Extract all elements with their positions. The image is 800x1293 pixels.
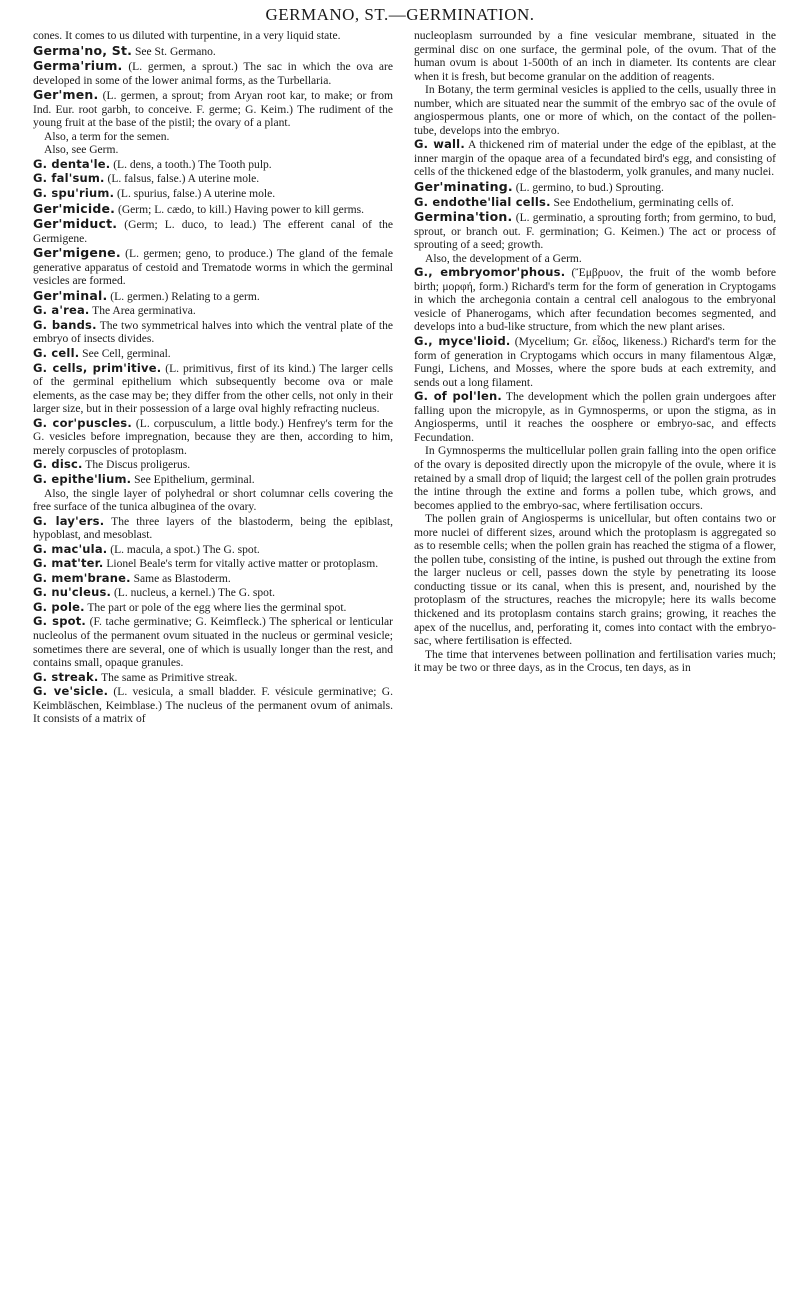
entry-text: Also, the development of a Germ.	[425, 252, 582, 265]
entry-text: The pollen grain of Angiosperms is unicellular, but often contains two or more nuclei of different sizes, around which the protoplasm is aggregated so as to resemble cells; when the pollen grain has reached the stigma of a flower, the pollen tube, consisting of the intine, is pushed out through the extine from the larger nucleus or cell, passes down the style by penetrating its loose conducting tissue or its canal, when this is present, and, nourished by the protoplasm of the structures, reaches the micropyle; here its walls become thickened and its protoplasm contains starch grains; growing, it reaches the apex of the nucellus, and, perforating it, comes into contact with the embryo-sac, where fertilisation is effected.	[414, 513, 776, 648]
entry-text: See St. Germano.	[132, 45, 216, 58]
dictionary-entry	[33, 30, 393, 44]
dictionary-entry	[414, 513, 776, 648]
entry-headword: Ger'miduct.	[33, 216, 118, 232]
dictionary-entry	[414, 180, 776, 196]
entry-text: The two symmetrical halves into which the ventral plate of the embryo of insects divides.	[33, 319, 393, 346]
entry-text: The development which the pollen grain undergoes after falling upon the micropyle, as in Gymnosperms, or upon the stigma, as in Angiosperms, until it reaches the oosphere or embryo-sac, and effects Fecundation.	[414, 391, 776, 444]
entry-headword: Germa'no, St.	[33, 42, 133, 58]
entry-headword: G. endothe'lial cells.	[414, 194, 551, 209]
entry-text: Same as Blastoderm.	[130, 572, 231, 585]
entry-text: (L. spurius, false.) A uterine mole.	[114, 188, 276, 201]
entry-headword: G. lay'ers.	[33, 513, 105, 528]
entry-text: (Ἔμβρυον, the fruit of the womb before birth; μορφή, form.) Richard's term for the form of generation in Cryptogams in which the archegonia contain a central cell analogous to the embryonal vesicle of Phanerogams, which after fecundation becomes segmented, and develops into a bud-like structure, from which the new plant arises.	[414, 267, 776, 334]
entry-text: (L. germinatio, a sprouting forth; from germino, to bud, sprout, or branch out. F. germination; G. Keimen.) The act or process of sprouting of a seed; growth.	[414, 212, 776, 252]
dictionary-entry	[33, 144, 393, 158]
dictionary-entry	[33, 304, 393, 319]
entry-headword: G. spot.	[33, 614, 87, 629]
dictionary-entry	[414, 649, 776, 676]
dictionary-entry	[33, 458, 393, 473]
entry-headword: G. disc.	[33, 457, 83, 472]
entry-headword: G. a'rea.	[33, 303, 90, 318]
entry-text: The three layers of the blastoderm, being the epiblast, hypoblast, and mesoblast.	[33, 515, 394, 542]
entry-text: See Cell, germinal.	[79, 348, 171, 361]
dictionary-entry	[33, 59, 393, 88]
dictionary-entry	[33, 362, 393, 417]
entry-headword: Ger'minal.	[33, 287, 108, 303]
dictionary-entry	[33, 615, 393, 670]
dictionary-entry	[414, 390, 776, 445]
dictionary-entry	[33, 685, 393, 727]
entry-text: The time that intervenes between pollination and fertilisation varies much; it may be two or three days, as in the Crocus, ten days, as in	[414, 648, 776, 675]
dictionary-entry	[414, 210, 776, 253]
dictionary-entry	[414, 84, 776, 138]
entry-text: (L. germen, a sprout.) The sac in which the ova are developed in some of the lower animal forms, as the Turbellaria.	[33, 61, 393, 87]
entry-text: Also, a term for the semen.	[44, 130, 170, 143]
dictionary-entry	[33, 131, 393, 145]
dictionary-entry	[33, 289, 393, 305]
right-column	[414, 30, 776, 676]
entry-text: (L. germen; geno, to produce.) The gland of the female generative apparatus of cestoid and Trematode worms in which the germinal vesicles are formed.	[33, 248, 393, 288]
entry-headword: G. spu'rium.	[33, 186, 115, 201]
dictionary-entry	[33, 601, 393, 616]
entry-text: See Endothelium, germinating cells of.	[550, 196, 734, 209]
dictionary-entry	[33, 217, 393, 246]
entry-headword: G. cor'puscles.	[33, 415, 132, 430]
dictionary-entry	[414, 266, 776, 335]
entry-text: (L. macula, a spot.) The G. spot.	[107, 543, 260, 556]
entry-text: In Botany, the term germinal vesicles is applied to the cells, usually three in number, which are situated near the summit of the embryo sac of the ovule of angiospermous plants, one or more of which, on the contact of the pollen-tube, develops into the embryo.	[414, 84, 776, 137]
entry-headword: Germa'rium.	[33, 58, 123, 74]
dictionary-entry	[33, 417, 393, 459]
entry-text: A thickened rim of material under the edge of the epiblast, at the inner margin of the opaque area of a fecundated bird's egg, and consisting of cells of the thickened edge of the blastoderm, yolk granules, and many nuclei.	[414, 139, 776, 179]
entry-headword: G. bands.	[33, 317, 97, 332]
dictionary-entry	[414, 445, 776, 513]
dictionary-entry	[414, 335, 776, 390]
entry-text: (F. tache germinative; G. Keimfleck.) The spherical or lenticular nucleolus of the permanent ovum situated in the nucleus or germinal vesicle; sometimes there are several, one of which is usually longer than the rest, and contains small, opaque granules.	[33, 616, 393, 670]
dictionary-entry	[414, 30, 776, 84]
dictionary-entry	[33, 187, 393, 202]
entry-headword: G. mem'brane.	[33, 570, 131, 585]
entry-headword: Ger'men.	[33, 87, 99, 103]
entry-text: Also, the single layer of polyhedral or short columnar cells covering the free surface of the tunica albuginea of the ovary.	[33, 487, 393, 514]
entry-text: See Epithelium, germinal.	[131, 473, 255, 486]
entry-text: nucleoplasm surrounded by a fine vesicular membrane, situated in the germinal disc on one surface, the germinal pole, of the ovum. That of the human ovum is about 1-500th of an inch in diameter. Its contents are clear when it is fresh, but become granular on the addition of reagents.	[414, 30, 776, 83]
entry-text: (L. vesicula, a small bladder. F. vésicule germinative; G. Keimbläschen, Keimblase.) The nucleus of the permanent ovum of animals. It consists of a matrix of	[33, 686, 393, 726]
entry-headword: Ger'micide.	[33, 200, 116, 216]
entry-headword: G., myce'lioid.	[414, 334, 511, 349]
entry-text: (L. corpusculum, a little body.) Henfrey's term for the G. vesicles before impregnation, because they are then, according to him, merely corpuscles of protoplasm.	[33, 417, 393, 457]
dictionary-entry	[33, 671, 393, 686]
dictionary-entry	[33, 586, 393, 601]
dictionary-entry	[33, 543, 393, 558]
entry-text: (L. dens, a tooth.) The Tooth pulp.	[110, 158, 272, 171]
dictionary-entry	[414, 138, 776, 180]
entry-text: (L. germen.) Relating to a germ.	[107, 290, 260, 303]
entry-headword: G. epithe'lium.	[33, 471, 132, 486]
entry-text: Also, see Germ.	[44, 144, 119, 157]
running-head: GERMANO, ST.—GERMINATION.	[265, 5, 535, 24]
dictionary-entry	[33, 246, 393, 289]
dictionary-entry	[33, 572, 393, 587]
entry-headword: Ger'minating.	[414, 179, 513, 195]
entry-headword: G. wall.	[414, 137, 465, 152]
dictionary-entry	[33, 473, 393, 488]
entry-headword: Germina'tion.	[414, 209, 513, 225]
dictionary-entry	[414, 253, 776, 267]
dictionary-entry	[33, 319, 393, 347]
dictionary-entry	[33, 158, 393, 173]
dictionary-entry	[33, 515, 393, 543]
entry-text: Lionel Beale's term for vitally active matter or protoplasm.	[103, 558, 379, 571]
entry-headword: Ger'migene.	[33, 245, 121, 261]
entry-text: (Mycelium; Gr. εἶδος, likeness.) Richard's term for the form of generation in Cryptogams which occurs in many filamentous Algæ, Fungi, Lichens, and Mosses, where the spore buds at each extremity, and sends out a long filament.	[414, 336, 777, 389]
entry-headword: G. cells, prim'itive.	[33, 360, 162, 375]
dictionary-entry	[33, 488, 393, 515]
entry-headword: G. cell.	[33, 346, 80, 361]
entry-text: (L. germen, a sprout; from Aryan root kar, to make; or from Ind. Eur. root garbh, to conceive. F. germe; G. Keim.) The rudiment of the young fruit at the base of the pistil; the ovary of a plant.	[33, 90, 393, 130]
entry-headword: G. nu'cleus.	[33, 585, 112, 600]
dictionary-entry	[414, 196, 776, 211]
entry-headword: G. mac'ula.	[33, 541, 108, 556]
entry-headword: G. ve'sicle.	[33, 684, 109, 699]
entry-text: (Germ; L. cædo, to kill.) Having power to kill germs.	[115, 203, 364, 216]
dictionary-entry	[33, 172, 393, 187]
entry-text: (L. falsus, false.) A uterine mole.	[104, 173, 260, 186]
entry-text: The Discus proligerus.	[82, 459, 191, 472]
entry-text: The Area germinativa.	[89, 305, 196, 318]
entry-text: (Germ; L. duco, to lead.) The efferent canal of the Germigene.	[33, 219, 393, 245]
dictionary-entry	[33, 88, 393, 131]
entry-headword: G. streak.	[33, 669, 99, 684]
entry-text: (L. primitivus, first of its kind.) The larger cells of the germinal epithelium which subsequently become ova or male elements, as the case may be; they differ from the other cells, not only in their larger size, but in their possession of a large oval highly refracting nucleus.	[33, 362, 393, 416]
entry-headword: G. fal'sum.	[33, 171, 105, 186]
entry-text: (L. germino, to bud.) Sprouting.	[512, 182, 664, 195]
entry-headword: G., embryomor'phous.	[414, 265, 566, 280]
entry-headword: G. mat'ter.	[33, 556, 104, 571]
dictionary-entry	[33, 557, 393, 572]
dictionary-entry	[33, 44, 393, 60]
entry-text: cones. It comes to us diluted with turpentine, in a very liquid state.	[33, 30, 341, 42]
entry-headword: G. pole.	[33, 599, 85, 614]
left-column	[33, 30, 393, 727]
entry-text: The same as Primitive streak.	[98, 671, 238, 684]
entry-headword: G. denta'le.	[33, 156, 111, 171]
dictionary-entry	[33, 347, 393, 362]
entry-headword: G. of pol'len.	[414, 389, 502, 404]
entry-text: The part or pole of the egg where lies the germinal spot.	[84, 601, 347, 614]
dictionary-entry	[33, 202, 393, 218]
entry-text: (L. nucleus, a kernel.) The G. spot.	[111, 587, 276, 600]
entry-text: In Gymnosperms the multicellular pollen grain falling into the open orifice of the ovary is deposited directly upon the micropyle of the ovule, where it is retained by a small drop of liquid; the largest cell of the pollen grain protrudes the intine through the extine and forms a pollen tube, which grows, and becomes applied to the embryo-sac, where fertilisation occurs.	[414, 445, 776, 512]
